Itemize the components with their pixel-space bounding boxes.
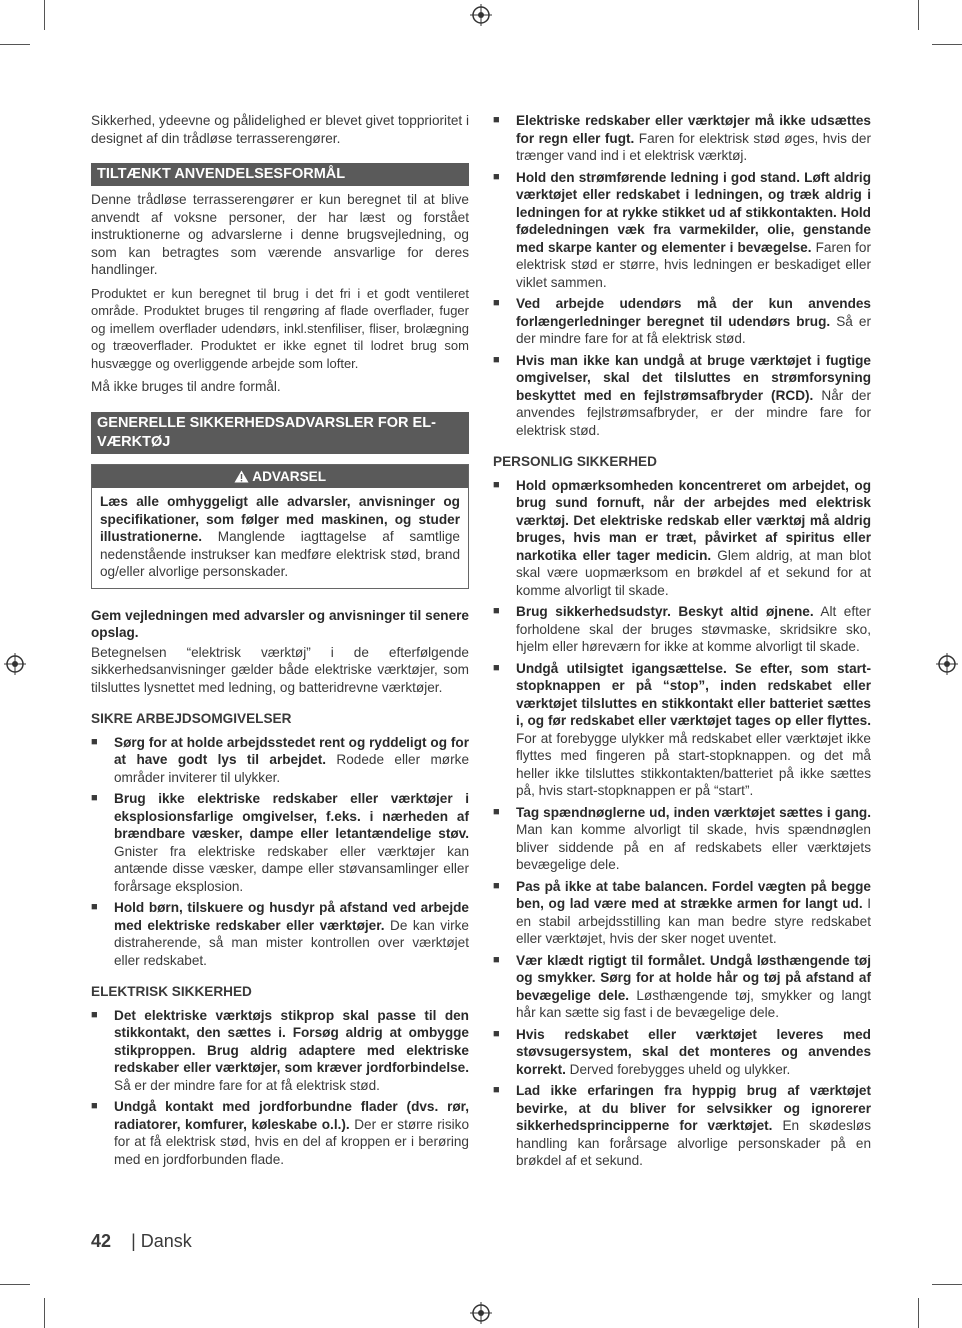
right-column xyxy=(493,112,871,1174)
item-text: Løsthængende tøj, smykker og langt hår kan sætte sig fast i de bevægelige dele. xyxy=(516,987,872,1020)
warning-box xyxy=(91,464,469,589)
bullet-icon: ■ xyxy=(493,1027,500,1040)
paragraph: Betegnelsen “elektrisk værktøj” i de efterfølgende sikkerhedsanvisninger gælder både elektriske værktøjer, som tilsluttes lysnettet med ledning, og batteridrevne værktøjer. xyxy=(91,644,469,695)
page-number: 42 xyxy=(91,1231,112,1251)
bullet-icon: ■ xyxy=(493,353,500,366)
bullet-icon: ■ xyxy=(493,478,500,491)
list-item xyxy=(493,169,871,292)
registration-mark-icon xyxy=(470,4,492,26)
item-bold: Hold børn, tilskuere og husdyr på afstand ved arbejde med elektriske redskaber eller værktøjer. xyxy=(114,900,469,933)
bullet-icon: ■ xyxy=(493,297,500,309)
work-safety-list xyxy=(91,734,469,970)
list-item xyxy=(91,1098,469,1168)
subsection-heading: SIKRE ARBEJDSOMGIVELSER xyxy=(91,711,292,726)
item-bold: Ved arbejde udendørs må der kun anvendes forlængerledninger beregnet til udendørs brug. xyxy=(516,296,871,329)
bullet-icon: ■ xyxy=(493,1084,500,1096)
list-item xyxy=(493,112,871,165)
list-item xyxy=(493,804,871,874)
crop-mark xyxy=(918,0,919,30)
item-text: En skødesløs handling kan forårsage alvorlige personskader på en brøkdel af et sekund. xyxy=(516,1118,871,1168)
list-item xyxy=(91,1007,469,1095)
crop-mark xyxy=(44,0,45,30)
crop-mark xyxy=(0,1284,30,1285)
list-item xyxy=(493,660,871,800)
item-bold: Lad ikke erfaringen fra hyppig brug af værktøjet bevirke, at du bliver for selvsikker og ignorerer sikkerhedsprincipperne for værktøjet. xyxy=(516,1083,871,1133)
crop-mark xyxy=(0,44,30,45)
list-item xyxy=(493,952,871,1022)
personal-safety-list xyxy=(493,477,871,1170)
page-footer xyxy=(91,1231,192,1252)
subsection-heading: ELEKTRISK SIKKERHED xyxy=(91,984,252,999)
item-text: Så er der mindre fare for at få elektrisk stød. xyxy=(114,1077,380,1093)
warning-label: ADVARSEL xyxy=(252,468,327,484)
list-item xyxy=(493,603,871,656)
list-item xyxy=(91,899,469,969)
item-text: Alt efter forholdene skal der bruges støvmaske, skridsikre sko, hjelm eller høreværn for ikke at komme alvorligt til skade. xyxy=(516,604,871,654)
warning-text: Manglende iagttagelse af samtlige nedenstående instrukser kan medføre elektrisk stød, brand og/eller alvorlige personskader. xyxy=(100,529,460,579)
item-text: Gnister fra elektriske redskaber eller værktøjer kan antænde disse væsker, dampe eller støvansamlinger eller forårsage eksplosion. xyxy=(114,843,469,894)
list-item xyxy=(493,878,871,948)
item-text: Faren for elektrisk stød er større, hvis ledningen er beskadiget eller viklet sammen. xyxy=(516,239,871,290)
intro-paragraph: Sikkerhed, ydeevne og pålidelighed er blevet givet topprioritet i designet af din trådløse terrasserengører. xyxy=(91,113,469,146)
registration-mark-icon xyxy=(4,653,26,675)
item-text: Glem aldrig, at man blot skal være uopmærksom en brøkdel af et sekund for at komme alvorligt til skade. xyxy=(516,547,871,598)
bullet-icon: ■ xyxy=(493,114,500,126)
paragraph: Må ikke bruges til andre formål. xyxy=(91,379,281,394)
list-item xyxy=(91,734,469,787)
item-text: Man kan komme alvorligt til skade, hvis spændnøglen bliver siddende på en af redskabets eller værktøjets bevægelige dele. xyxy=(516,822,871,872)
bullet-icon: ■ xyxy=(493,170,500,183)
bullet-icon: ■ xyxy=(493,805,500,818)
item-bold: Hold den strømførende ledning i god stand. Løft aldrig værktøjet eller redskabet i ledningen, og træk aldrig i ledningen for at rykke stikket ud af stikkontakten. Hold fødeledningen væk fra varmekilder, olie, genstande med skarpe kanter og elementer i bevægelse. xyxy=(516,169,871,255)
list-item xyxy=(493,1082,871,1170)
bullet-icon: ■ xyxy=(493,953,500,966)
bullet-icon: ■ xyxy=(91,735,98,748)
electrical-safety-list-continued xyxy=(493,112,871,439)
left-column xyxy=(91,112,469,1172)
section-heading: GENERELLE SIKKERHEDSADVARSLER FOR EL-VÆRKTØJ xyxy=(91,412,469,454)
item-text: Så er der mindre fare for at få elektrisk stød. xyxy=(516,313,871,346)
list-item xyxy=(493,477,871,600)
item-bold: Brug sikkerhedsudstyr. Beskyt altid øjnene. xyxy=(516,604,814,619)
crop-mark xyxy=(44,1298,45,1328)
item-text: Når der anvendes fejlstrømsafbryder, er der mindre fare for elektrisk stød. xyxy=(516,387,871,438)
list-item xyxy=(91,790,469,895)
item-text: Faren for elektrisk stød øges, hvis der trænger vand ind i et elektrisk værktøj. xyxy=(516,130,871,163)
item-text: Der er større risiko for at få elektrisk stød, hvis en del af kroppen er i berøring med en jordforbunden flade. xyxy=(114,1116,470,1167)
item-bold: Hvis redskabet eller værktøjet leveres med støvsugersystem, skal det monteres og anvendes korrekt. xyxy=(516,1026,871,1077)
item-bold: Tag spændnøglerne ud, inden værktøjet sættes i gang. xyxy=(516,804,871,820)
crop-mark xyxy=(932,44,962,45)
bullet-icon: ■ xyxy=(91,1008,98,1021)
item-text: Rodede eller mørke områder inviterer til ulykker. xyxy=(114,752,469,785)
item-text: De kan virke distraherende, så man mister kontrollen over værktøjet eller redskabet. xyxy=(114,917,469,968)
registration-mark-icon xyxy=(470,1302,492,1324)
bullet-icon: ■ xyxy=(493,605,500,617)
crop-mark xyxy=(918,1298,919,1328)
item-bold: Elektriske redskaber eller værktøjer må ikke udsættes for regn eller fugt. xyxy=(516,113,871,146)
crop-mark xyxy=(932,1284,962,1285)
item-bold: Undgå utilsigtet igangsættelse. Se efter, som start-stopknappen er på “stop”, inden redskabet eller værktøjet tilsluttes en stikkontakt eller batteriet sættes i, og før redskabet eller værktøjet tages op eller flyttes. xyxy=(516,660,871,728)
registration-mark-icon xyxy=(936,653,958,675)
page-language: | Dansk xyxy=(131,1231,192,1251)
item-bold: Pas på ikke at tabe balancen. Fordel vægten på begge ben, og lad være med at strække armen for langt ud. xyxy=(516,878,871,911)
subsection-heading: PERSONLIG SIKKERHED xyxy=(493,454,657,469)
bullet-icon: ■ xyxy=(493,661,500,674)
warning-triangle-icon xyxy=(234,470,249,483)
item-text: For at forebygge ulykker må redskabet eller værktøjet ikke flyttes med fingeren på start-stopknappen. og det må heller ikke tilsluttes stikkontakten/batteriet på ikke sættes på, hvis start-stopknappen er på “start”. xyxy=(516,730,871,798)
item-bold: Hold opmærksomheden koncentreret om arbejdet, og brug sund fornuft, når der arbejdes med elektrisk værktøj. Det elektriske redskab eller værktøj må aldrig bruges, hvis man er træt, påvirket af spiritus eller narkotika eller tager medicin. xyxy=(516,477,871,563)
item-bold: Det elektriske værktøjs stikprop skal passe til den stikkontakt, den sættes i. Forsøg aldrig at ombygge stikproppen. Brug aldrig adaptere med elektriske redskaber eller værktøjer, som kræver jordforbindelse. xyxy=(114,1007,469,1075)
keep-instructions xyxy=(91,607,469,642)
list-item xyxy=(493,352,871,440)
paragraph: Produktet er kun beregnet til brug i det fri i et godt ventileret område. Produktet bruges til rengøring af flade overflader, fuger og imellem overflader udendørs, inkl.stenfiliser, fliser, brolægning og træoverflader. Produktet er ikke egnet til lodret brug som husvægge og overliggende arbejde som lofter. xyxy=(91,285,469,371)
list-item xyxy=(493,295,871,348)
item-bold: Hvis man ikke kan undgå at bruge værktøjet i fugtige omgivelser, skal det tilsluttes en strømforsyning beskyttet med en fejlstrømsafbryder (RCD). xyxy=(516,352,871,403)
bullet-icon: ■ xyxy=(91,1100,98,1112)
warning-bold-text: Læs alle omhyggeligt alle advarsler, anvisninger og specifikationer, som følger med maskinen, og studer illustrationerne. xyxy=(100,494,460,544)
electrical-safety-list xyxy=(91,1007,469,1169)
paragraph: Denne trådløse terrasserengører er kun beregnet til at blive anvendt af voksne personer, der har læst og forstået instruktionerne og advarslerne i denne brugsvejledning, og som kan betragtes som værende ansvarlige for deres handlinger. xyxy=(91,192,469,277)
item-text: Derved forebygges uheld og ulykker. xyxy=(565,1061,791,1077)
bullet-icon: ■ xyxy=(493,879,500,892)
bullet-icon: ■ xyxy=(91,792,98,804)
warning-body xyxy=(92,488,468,588)
item-bold: Vær klædt rigtigt til formålet. Undgå løsthængende tøj og smykker. Sørg for at holde hår og tøj på afstand af bevægelige dele. xyxy=(516,952,871,1003)
item-bold: Sørg for at holde arbejdsstedet rent og ryddeligt og for at have godt lys til arbejdet. xyxy=(114,734,469,767)
list-item xyxy=(493,1026,871,1079)
keep-bold: Gem vejledningen med advarsler og anvisninger til senere opslag. xyxy=(91,607,469,640)
item-bold: Brug ikke elektriske redskaber eller værktøjer i eksplosionsfarlige omgivelser, f.eks. i nærheden af brændbare væsker, dampe eller letantændelige støv. xyxy=(114,791,469,841)
bullet-icon: ■ xyxy=(91,901,98,913)
item-text: I en stabil arbejdsstilling kan man bedre styre redskabet eller værktøjet, hvis der sker noget uventet. xyxy=(516,896,871,946)
item-bold: Undgå kontakt med jordforbundne flader (dvs. rør, radiatorer, komfurer, køleskabe o.l.). xyxy=(114,1099,469,1132)
section-heading: TILTÆNKT ANVENDELSESFORMÅL xyxy=(91,163,469,186)
warning-header xyxy=(92,465,468,489)
